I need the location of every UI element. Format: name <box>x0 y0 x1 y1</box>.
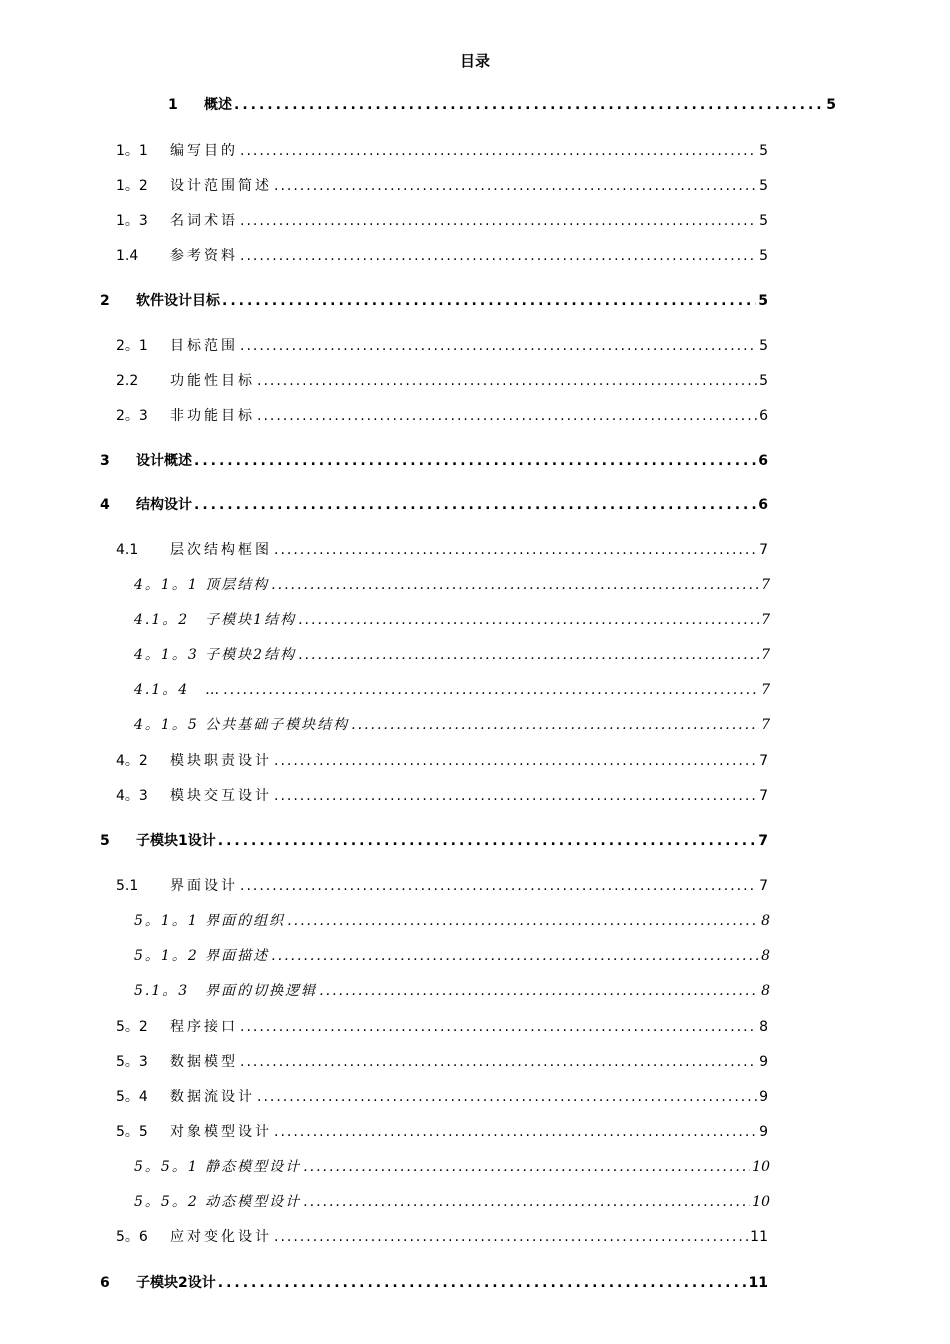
toc-entry-5-5-2[interactable] <box>134 1191 770 1213</box>
toc-entry-text: 子模块1设计 <box>136 833 216 849</box>
toc-leader-dots <box>257 1086 757 1108</box>
toc-entry-text: 5。1。1 界面的组织 <box>134 913 286 929</box>
toc-entry-number: 4.1 <box>116 542 139 558</box>
toc-entry-text: 5。5。1 静态模型设计 <box>134 1159 302 1175</box>
toc-entry-text: 5。5。2 动态模型设计 <box>134 1194 302 1210</box>
toc-leader-dots <box>194 450 756 472</box>
toc-leader-dots <box>274 750 757 772</box>
toc-entry-4[interactable] <box>100 494 768 516</box>
toc-entry-page: 10 <box>752 1194 770 1210</box>
toc-entry-number: 2。1 <box>116 338 148 354</box>
toc-leader-dots <box>274 1226 748 1248</box>
toc-entry-text: 对象模型设计 <box>170 1124 272 1140</box>
toc-entry-page: 5 <box>759 213 768 229</box>
toc-entry-page: 8 <box>761 948 770 964</box>
toc-entry-5-3[interactable] <box>116 1051 768 1073</box>
toc-entry-page: 7 <box>761 577 770 593</box>
toc-entry-page: 7 <box>758 833 768 849</box>
toc-entry-text: 子模块2设计 <box>136 1275 216 1291</box>
toc-leader-dots <box>234 94 824 116</box>
toc-entry-page: 6 <box>758 497 768 513</box>
toc-entry-text: 参考资料 <box>170 248 238 264</box>
toc-entry-page: 5 <box>759 338 768 354</box>
toc-title: 目录 <box>459 52 490 70</box>
toc-entry-page: 6 <box>758 453 768 469</box>
toc-entry-page: 7 <box>759 542 768 558</box>
toc-leader-dots <box>351 714 759 736</box>
toc-entry-text: 目标范围 <box>170 338 238 354</box>
toc-entry-5-4[interactable] <box>116 1086 768 1108</box>
toc-entry-4-1-5[interactable] <box>134 714 770 736</box>
toc-entry-text: 功能性目标 <box>170 373 255 389</box>
toc-entry-4-1-3[interactable] <box>134 644 770 666</box>
toc-entry-text: 4.1。4 … <box>134 682 222 698</box>
toc-entry-number: 3 <box>100 453 110 469</box>
toc-leader-dots <box>240 140 757 162</box>
toc-entry-4-1-2[interactable] <box>134 609 770 631</box>
toc-entry-page: 7 <box>759 788 768 804</box>
toc-entry-text: 结构设计 <box>136 497 192 513</box>
toc-entry-text: 数据模型 <box>170 1054 238 1070</box>
toc-leader-dots <box>287 910 759 932</box>
toc-entry-page: 5 <box>759 373 768 389</box>
toc-entry-text: 名词术语 <box>170 213 238 229</box>
toc-entry-number: 1。1 <box>116 143 148 159</box>
toc-leader-dots <box>319 980 759 1002</box>
toc-entry-4-2[interactable] <box>116 750 768 772</box>
toc-leader-dots <box>303 1191 750 1213</box>
toc-entry-page: 8 <box>759 1019 768 1035</box>
toc-entry-page: 5 <box>759 143 768 159</box>
toc-entry-number: 6 <box>100 1275 110 1291</box>
toc-entry-1-1[interactable] <box>116 140 768 162</box>
toc-entry-text: 4。1。1 顶层结构 <box>134 577 270 593</box>
toc-entry-text: 4.1。2 子模块1结构 <box>134 612 297 628</box>
toc-entry-page: 7 <box>761 647 770 663</box>
toc-leader-dots <box>240 1016 757 1038</box>
toc-entry-1-2[interactable] <box>116 175 768 197</box>
toc-leader-dots <box>218 1272 747 1294</box>
toc-entry-text: 程序接口 <box>170 1019 238 1035</box>
toc-entry-3[interactable] <box>100 450 768 472</box>
toc-entry-5-1[interactable] <box>116 875 768 897</box>
toc-entry-5-1-2[interactable] <box>134 945 770 967</box>
toc-entry-text: 模块职责设计 <box>170 753 272 769</box>
toc-entry-number: 1.4 <box>116 248 139 264</box>
toc-entry-text: 模块交互设计 <box>170 788 272 804</box>
toc-entry-5-1-1[interactable] <box>134 910 770 932</box>
toc-entry-page: 7 <box>759 753 768 769</box>
toc-entry-number: 5。3 <box>116 1054 148 1070</box>
toc-entry-5-6[interactable] <box>116 1226 768 1248</box>
toc-entry-page: 8 <box>761 983 770 999</box>
toc-entry-text: 4。1。3 子模块2结构 <box>134 647 297 663</box>
toc-entry-page: 11 <box>750 1229 768 1245</box>
toc-leader-dots <box>194 494 756 516</box>
toc-leader-dots <box>274 785 757 807</box>
toc-entry-5-1-3[interactable] <box>134 980 770 1002</box>
toc-entry-2-3[interactable] <box>116 405 768 427</box>
toc-entry-5[interactable] <box>100 830 768 852</box>
toc-leader-dots <box>240 875 757 897</box>
toc-entry-number: 4。3 <box>116 788 148 804</box>
toc-entry-text: 概述 <box>204 97 232 113</box>
toc-entry-5-5-1[interactable] <box>134 1156 770 1178</box>
toc-entry-4-1-4[interactable] <box>134 679 770 701</box>
toc-entry-2[interactable] <box>100 290 768 312</box>
toc-leader-dots <box>274 539 757 561</box>
toc-leader-dots <box>257 405 757 427</box>
toc-entry-page: 9 <box>759 1054 768 1070</box>
toc-entry-6[interactable] <box>100 1272 768 1294</box>
toc-leader-dots <box>303 1156 750 1178</box>
toc-entry-page: 5 <box>826 97 836 113</box>
toc-entry-number: 5.1 <box>116 878 139 894</box>
toc-entry-1-3[interactable] <box>116 210 768 232</box>
toc-entry-number: 1。3 <box>116 213 148 229</box>
toc-entry-page: 6 <box>759 408 768 424</box>
toc-leader-dots <box>271 574 759 596</box>
toc-leader-dots <box>274 1121 757 1143</box>
toc-entry-4-1[interactable] <box>116 539 768 561</box>
toc-leader-dots <box>240 335 757 357</box>
toc-entry-number: 4。2 <box>116 753 148 769</box>
toc-entry-1-4[interactable] <box>116 245 768 267</box>
toc-leader-dots <box>298 644 759 666</box>
toc-entry-text: 非功能目标 <box>170 408 255 424</box>
toc-entry-page: 9 <box>759 1089 768 1105</box>
toc-entry-text: 4。1。5 公共基础子模块结构 <box>134 717 350 733</box>
toc-entry-number: 1。2 <box>116 178 148 194</box>
toc-entry-2-2[interactable] <box>116 370 768 392</box>
toc-entry-text: 5。1。2 界面描述 <box>134 948 270 964</box>
toc-entry-page: 8 <box>761 913 770 929</box>
toc-entry-text: 层次结构框图 <box>170 542 272 558</box>
toc-leader-dots <box>218 830 757 852</box>
toc-entry-page: 7 <box>759 878 768 894</box>
toc-entry-text: 界面设计 <box>170 878 238 894</box>
toc-entry-page: 7 <box>761 612 770 628</box>
toc-entry-text: 应对变化设计 <box>170 1229 272 1245</box>
toc-leader-dots <box>240 245 757 267</box>
toc-entry-page: 5 <box>759 178 768 194</box>
toc-leader-dots <box>240 1051 757 1073</box>
toc-entry-page: 7 <box>761 682 770 698</box>
toc-leader-dots <box>223 679 759 701</box>
toc-entry-text: 设计范围简述 <box>170 178 272 194</box>
toc-entry-4-1-1[interactable] <box>134 574 770 596</box>
toc-entry-5-5[interactable] <box>116 1121 768 1143</box>
toc-entry-number: 2.2 <box>116 373 139 389</box>
toc-entry-number: 2。3 <box>116 408 148 424</box>
toc-leader-dots <box>222 290 756 312</box>
toc-entry-page: 11 <box>748 1275 768 1291</box>
toc-entry-number: 2 <box>100 293 110 309</box>
toc-entry-number: 5。5 <box>116 1124 148 1140</box>
toc-entry-text: 数据流设计 <box>170 1089 255 1105</box>
toc-entry-5-2[interactable] <box>116 1016 768 1038</box>
toc-entry-text: 5.1。3 界面的切换逻辑 <box>134 983 318 999</box>
toc-entry-page: 5 <box>759 248 768 264</box>
toc-leader-dots <box>274 175 757 197</box>
toc-entry-page: 5 <box>758 293 768 309</box>
toc-entry-number: 5。6 <box>116 1229 148 1245</box>
toc-entry-number: 5。4 <box>116 1089 148 1105</box>
toc-entry-text: 设计概述 <box>136 453 192 469</box>
toc-entry-4-3[interactable] <box>116 785 768 807</box>
toc-entry-number: 4 <box>100 497 110 513</box>
toc-leader-dots <box>271 945 759 967</box>
toc-entry-page: 7 <box>761 717 770 733</box>
toc-entry-1[interactable] <box>168 94 836 116</box>
toc-entry-text: 软件设计目标 <box>136 293 220 309</box>
toc-entry-number: 1 <box>168 97 178 113</box>
toc-entry-number: 5。2 <box>116 1019 148 1035</box>
toc-leader-dots <box>257 370 757 392</box>
toc-leader-dots <box>240 210 757 232</box>
toc-entry-page: 9 <box>759 1124 768 1140</box>
toc-entry-text: 编写目的 <box>170 143 238 159</box>
toc-entry-page: 10 <box>752 1159 770 1175</box>
toc-entry-number: 5 <box>100 833 110 849</box>
toc-entry-2-1[interactable] <box>116 335 768 357</box>
toc-leader-dots <box>298 609 759 631</box>
